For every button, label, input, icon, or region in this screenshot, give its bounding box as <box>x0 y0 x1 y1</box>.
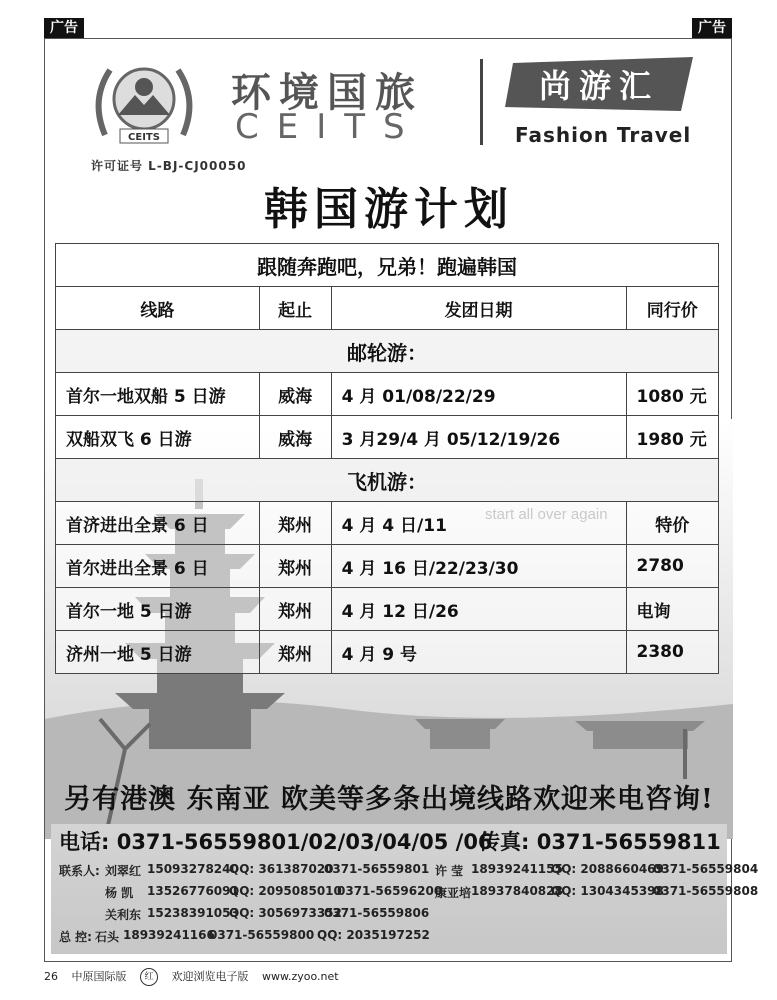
city-cell: 郑州 <box>259 588 331 631</box>
city-cell: 郑州 <box>259 502 331 545</box>
contact-mobile: 18939241166 <box>123 928 215 942</box>
date-cell: 3 月29/4 月 05/12/19/26 <box>331 416 626 459</box>
contact-qq: QQ: 1304345398 <box>551 884 664 898</box>
table-row <box>56 502 719 545</box>
table-row <box>56 416 719 459</box>
contact-mobile: 15238391053 <box>147 906 239 920</box>
date-cell: 4 月 12 日/26 <box>331 588 626 631</box>
date-cell: 4 月 16 日/22/23/30 <box>331 545 626 588</box>
contact-mobile: 18937840828 <box>471 884 563 898</box>
ad-tag-left: 广告 <box>44 18 84 38</box>
ad-tag-right: 广告 <box>692 18 732 38</box>
city-cell: 郑州 <box>259 545 331 588</box>
table-row <box>56 373 719 416</box>
contact-tel: 0371-56559804 <box>653 862 759 876</box>
contact-qq: QQ: 2035197252 <box>317 928 430 942</box>
contact-label: 联系人: <box>59 864 100 878</box>
page-number: 26 <box>44 970 58 983</box>
contact-mobile: 15093278240 <box>147 862 239 876</box>
header-logos <box>75 49 703 173</box>
edition-name: 中原国际版 <box>71 970 127 983</box>
table-row <box>56 631 719 674</box>
fax-number: 传真: 0371-56559811 <box>479 830 721 854</box>
date-cell: 4 月 9 号 <box>331 631 626 674</box>
contact-name: 关利东 <box>105 908 142 922</box>
contact-panel <box>51 824 759 954</box>
license-number: 许可证号 L-BJ-CJ00050 <box>91 159 247 173</box>
logo-divider <box>480 59 483 145</box>
route-cell: 首尔进出全景 6 日 <box>56 545 260 588</box>
table-banner-row <box>56 244 719 287</box>
section-row-flight <box>56 459 719 502</box>
column-header-route: 线路 <box>56 287 260 330</box>
contact-qq: QQ: 2088660469 <box>551 862 664 876</box>
price-cell: 1980 元 <box>626 416 718 459</box>
city-cell: 郑州 <box>259 631 331 674</box>
company-name-cn: 环境国旅 <box>231 70 423 116</box>
column-header-city: 起止 <box>259 287 331 330</box>
city-cell: 威海 <box>259 416 331 459</box>
phone-number: 电话: 0371-56559801/02/03/04/05 /06 <box>59 830 493 854</box>
date-cell: 4 月 4 日/11 <box>331 502 626 545</box>
price-cell: 1080 元 <box>626 373 718 416</box>
contact-qq: QQ: 2095085010 <box>229 884 342 898</box>
contact-row <box>59 906 729 928</box>
route-cell: 首尔一地 5 日游 <box>56 588 260 631</box>
contact-tel: 0371-56559801 <box>324 862 430 876</box>
contact-name: 杨 凯 <box>105 886 134 900</box>
brand-name-en: Fashion Travel <box>515 123 692 147</box>
city-cell: 威海 <box>259 373 331 416</box>
contact-name: 许 莹 <box>435 864 464 878</box>
more-routes-slogan: 另有港澳 东南亚 欧美等多条出境线路欢迎来电咨询! <box>64 784 714 815</box>
price-cell: 电询 <box>626 588 718 631</box>
price-cell: 特价 <box>626 502 718 545</box>
contact-name: 刘翠红 <box>105 864 142 878</box>
footer-site-link[interactable]: www.zyoo.net <box>262 970 339 983</box>
contact-row <box>59 884 759 906</box>
column-header-price: 同行价 <box>626 287 718 330</box>
contact-row <box>59 862 759 884</box>
contact-tel: 0371-56559808 <box>653 884 759 898</box>
column-header-date: 发团日期 <box>331 287 626 330</box>
contact-mobile: 13526776091 <box>147 884 239 898</box>
edition-badge-icon: 红 <box>140 968 158 986</box>
price-cell: 2380 <box>626 631 718 674</box>
section-title-flight: 飞机游： <box>56 459 719 502</box>
fashion-travel-logo <box>505 55 705 115</box>
contact-name: 石头 <box>95 930 120 944</box>
contact-people <box>59 862 759 950</box>
ad-frame <box>44 38 759 962</box>
ceits-emblem-icon <box>85 55 203 147</box>
route-cell: 首尔一地双船 5 日游 <box>56 373 260 416</box>
contact-mobile: 18939241155 <box>471 862 563 876</box>
contact-tel: 0371-56559806 <box>324 906 430 920</box>
contact-row <box>59 928 729 950</box>
brand-name-cn: 尚游汇 <box>538 67 660 105</box>
contact-qq: QQ: 361387020 <box>229 862 334 876</box>
company-name-en: CEITS <box>235 107 423 147</box>
price-cell: 2780 <box>626 545 718 588</box>
table-banner: 跟随奔跑吧，兄弟！跑遍韩国 <box>56 244 719 287</box>
table-header-row <box>56 287 719 330</box>
footer-tagline: 欢迎浏览电子版 <box>171 970 249 983</box>
emblem-text: CEITS <box>128 132 160 143</box>
table-row <box>56 545 719 588</box>
section-title-cruise: 邮轮游： <box>56 330 719 373</box>
director-label: 总 控: <box>59 930 92 944</box>
page-footer <box>44 968 349 986</box>
contact-tel: 0371-56559800 <box>209 928 315 942</box>
route-cell: 首济进出全景 6 日 <box>56 502 260 545</box>
phone-line <box>59 826 721 856</box>
contact-qq: QQ: 3056973352 <box>229 906 342 920</box>
page-title: 韩国游计划 <box>264 184 514 235</box>
contact-name: 康亚培 <box>435 886 472 900</box>
contact-tel: 0371-56596200 <box>337 884 443 898</box>
tour-schedule-table <box>55 243 719 674</box>
route-cell: 济州一地 5 日游 <box>56 631 260 674</box>
date-cell: 4 月 01/08/22/29 <box>331 373 626 416</box>
table-row <box>56 588 719 631</box>
section-row-cruise <box>56 330 719 373</box>
route-cell: 双船双飞 6 日游 <box>56 416 260 459</box>
